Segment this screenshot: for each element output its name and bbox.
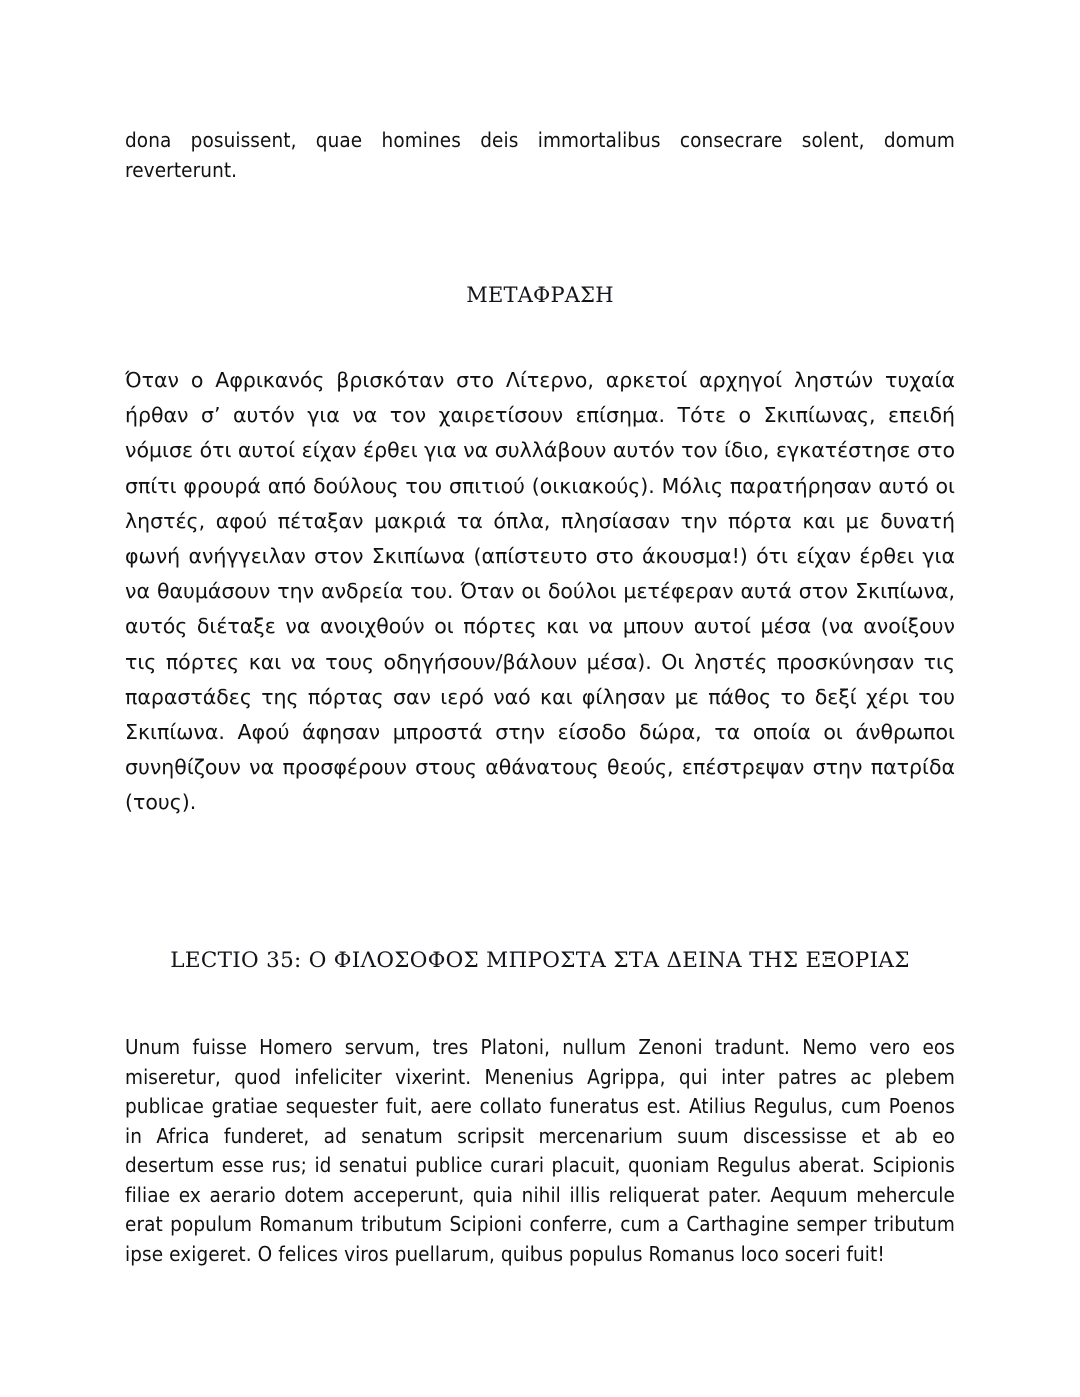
latin-lesson-block	[125, 1033, 955, 1269]
greek-translation-block	[125, 363, 955, 821]
translation-heading: ΜΕΤΑΦΡΑΣΗ	[466, 283, 614, 307]
translation-heading-block	[125, 281, 955, 309]
latin-continuation-block	[125, 126, 955, 185]
latin-lesson-paragraph: Unum fuisse Homero servum, tres Platoni, nullum Zenoni tradunt. Nemo vero eos miseretur, quod infeliciter vixerint. Menenius Agrippa, qui inter patres ac plebem publicae gratiae sequester fuit, aere collato funeratus est. Atilius Regulus, cum Poenos in Africa funderet, ad senatum scripsit mercenarium suum discessisse et ab eo desertum esse rus; id senatui publice curari placuit, quoniam Regulus aberat. Scipionis filiae ex aerario dotem acceperunt, quia nihil illis reliquerat pater. Aequum mehercule erat populum Romanum tributum Scipioni conferre, cum a Carthagine semper tributum ipse exigeret. O felices viros puellarum, quibus populus Romanus loco soceri fuit!	[125, 1035, 955, 1266]
latin-continuation-paragraph: dona posuissent, quae homines deis immortalibus consecrare solent, domum reverterunt.	[125, 128, 955, 182]
greek-translation-paragraph: Όταν ο Αφρικανός βρισκόταν στο Λίτερνο, αρκετοί αρχηγοί ληστών τυχαία ήρθαν σ’ αυτόν για να τον χαιρετίσουν επίσημα. Τότε ο Σκιπίωνας, επειδή νόμισε ότι αυτοί είχαν έρθει για να συλλάβουν αυτόν τον ίδιο, εγκατέστησε στο σπίτι φρουρά από δούλους του σπιτιού (οικιακούς). Μόλις παρατήρησαν αυτό οι ληστές, αφού πέταξαν μακριά τα όπλα, πλησίασαν την πόρτα και με δυνατή φωνή ανήγγειλαν στον Σκιπίωνα (απίστευτο στο άκουσμα!) ότι είχαν έρθει για να θαυμάσουν την ανδρεία του. Όταν οι δούλοι μετέφεραν αυτά στον Σκιπίωνα, αυτός διέταξε να ανοιχθούν οι πόρτες και να μπουν αυτοί μέσα (να ανοίξουν τις πόρτες και να τους οδηγήσουν/βάλουν μέσα). Οι ληστές προσκύνησαν τις παραστάδες της πόρτας σαν ιερό ναό και φίλησαν με πάθος το δεξί χέρι του Σκιπίωνα. Αφού άφησαν μπροστά στην είσοδο δώρα, τα οποία οι άνθρωποι συνηθίζουν να προσφέρουν στους αθάνατους θεούς, επέστρεψαν στην πατρίδα (τους).	[125, 368, 955, 815]
lectio-heading: LECTIO 35: Ο ΦΙΛΟΣΟΦΟΣ ΜΠΡΟΣΤΑ ΣΤΑ ΔΕΙΝΑ ΤΗΣ ΕΞΟΡΙΑΣ	[170, 948, 910, 973]
lectio-heading-block	[125, 947, 955, 975]
